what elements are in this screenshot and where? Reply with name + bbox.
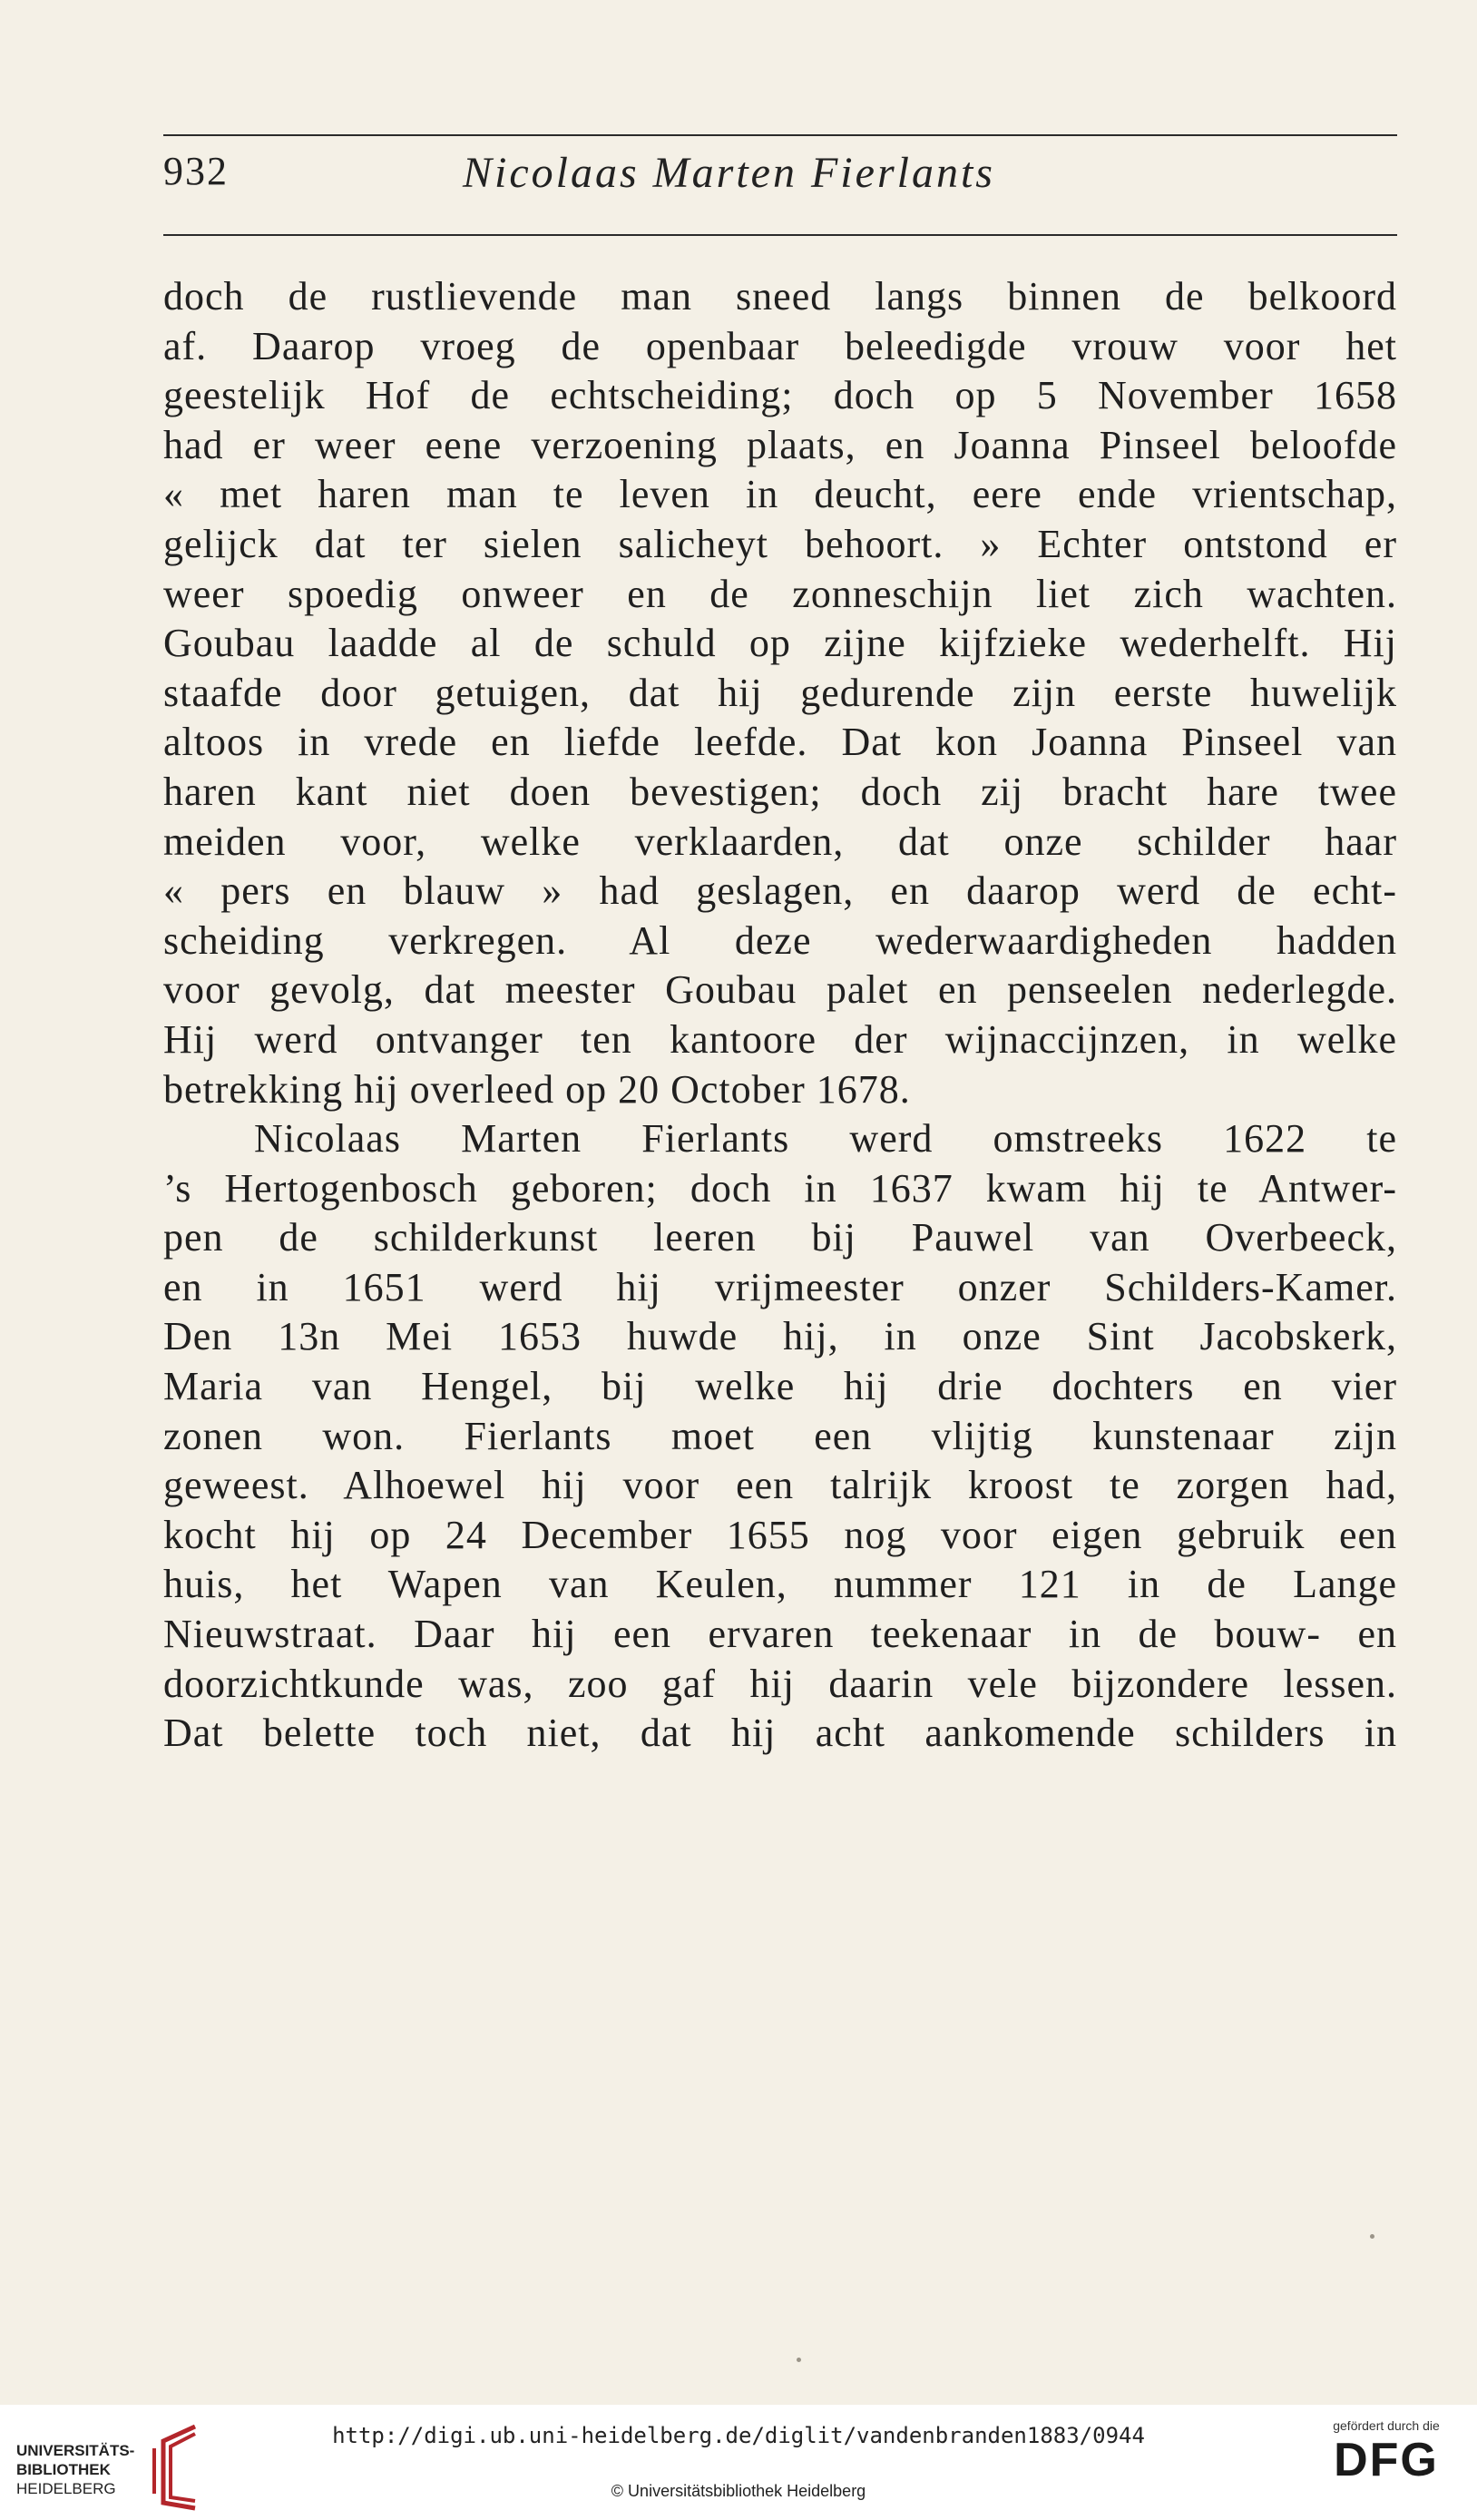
text-line: huis, het Wapen van Keulen, nummer 121 in de Lange (163, 1562, 1397, 1607)
text-line: geweest. Alhoewel hij voor een talrijk kroost te zorgen had, (163, 1463, 1397, 1508)
paper-speck (1370, 2234, 1374, 2239)
text-line: meiden voor, welke verklaarden, dat onze schilder haar (163, 819, 1397, 864)
body-text (163, 272, 1397, 1759)
text-line: betrekking hij overleed op 20 October 1678. (163, 1066, 911, 1112)
text-line: had er weer eene verzoening plaats, en Joanna Pinseel beloofde (163, 422, 1397, 467)
text-line: geestelijk Hof de echtscheiding; doch op 5 November 1658 (163, 373, 1397, 418)
funder-badge (1314, 2418, 1459, 2487)
running-head (163, 148, 1406, 211)
text-line: weer spoedig onweer en de zonneschijn liet zich wachten. (163, 571, 1397, 616)
paragraph-2 (163, 1114, 1397, 1759)
text-line: « pers en blauw » had geslagen, en daarop werd de echt- (163, 868, 1397, 914)
library-line-1: UNIVERSITÄTS- (16, 2442, 135, 2459)
text-line: doorzichtkunde was, zoo gaf hij daarin vele bijzondere lessen. (163, 1661, 1397, 1706)
header-rule-bottom (163, 234, 1397, 236)
funder-note: gefördert durch die (1333, 2418, 1440, 2433)
dfg-logo: DFG (1334, 2434, 1439, 2486)
text-line: Goubau laadde al de schuld op zijne kijfzieke wederhelft. Hij (163, 621, 1397, 666)
text-line: kocht hij op 24 December 1655 nog voor eigen gebruik een (163, 1512, 1397, 1557)
text-line: altoos in vrede en liefde leefde. Dat kon Joanna Pinseel van (163, 720, 1397, 765)
text-line: gelijck dat ter sielen salicheyt behoort. » Echter ontstond er (163, 521, 1397, 566)
text-line: Maria van Hengel, bij welke hij drie dochters en vier (163, 1364, 1397, 1409)
page-number: 932 (163, 149, 229, 193)
text-line: Dat belette toch niet, dat hij acht aankomende schilders in (163, 1711, 1397, 1756)
text-line: Nicolaas Marten Fierlants werd omstreeks 1622 te (254, 1116, 1397, 1162)
text-line: Den 13n Mei 1653 huwde hij, in onze Sint Jacobskerk, (163, 1314, 1397, 1359)
text-line: haren kant niet doen bevestigen; doch zij bracht hare twee (163, 769, 1397, 814)
text-line: « met haren man te leven in deucht, eere ende vrientschap, (163, 472, 1397, 517)
text-line: pen de schilderkunst leeren bij Pauwel van Overbeeck, (163, 1215, 1397, 1260)
text-line: staafde door getuigen, dat hij gedurende zijn eerste huwelijk (163, 670, 1397, 715)
text-line: doch de rustlievende man sneed langs binnen de belkoord (163, 274, 1397, 319)
text-line: Hij werd ontvanger ten kantoore der wijnaccijnzen, in welke (163, 1016, 1397, 1062)
running-title: Nicolaas Marten Fierlants (463, 149, 995, 197)
copyright-notice: © Universitätsbibliothek Heidelberg (611, 2482, 866, 2500)
text-line: ’s Hertogenbosch geboren; doch in 1637 kwam hij te Antwer- (163, 1165, 1397, 1211)
library-line-2: BIBLIOTHEK (16, 2461, 111, 2478)
text-line: zonen won. Fierlants moet een vlijtig kunstenaar zijn (163, 1413, 1397, 1458)
paragraph-1 (163, 272, 1397, 1114)
header-rule-top (163, 134, 1397, 136)
source-url[interactable]: http://digi.ub.uni-heidelberg.de/diglit/vandenbranden1883/0944 (332, 2423, 1145, 2448)
text-line: Nieuwstraat. Daar hij een ervaren teekenaar in de bouw- en (163, 1612, 1397, 1657)
paper-speck (797, 2358, 801, 2362)
library-line-3: HEIDELBERG (16, 2480, 116, 2497)
text-line: scheiding verkregen. Al deze wederwaardigheden hadden (163, 917, 1397, 963)
text-line: voor gevolg, dat meester Goubau palet en penseelen nederlegde. (163, 967, 1397, 1013)
text-line: en in 1651 werd hij vrijmeester onzer Schilders-Kamer. (163, 1264, 1397, 1309)
text-line: af. Daarop vroeg de openbaar beleedigde vrouw voor het (163, 323, 1397, 368)
